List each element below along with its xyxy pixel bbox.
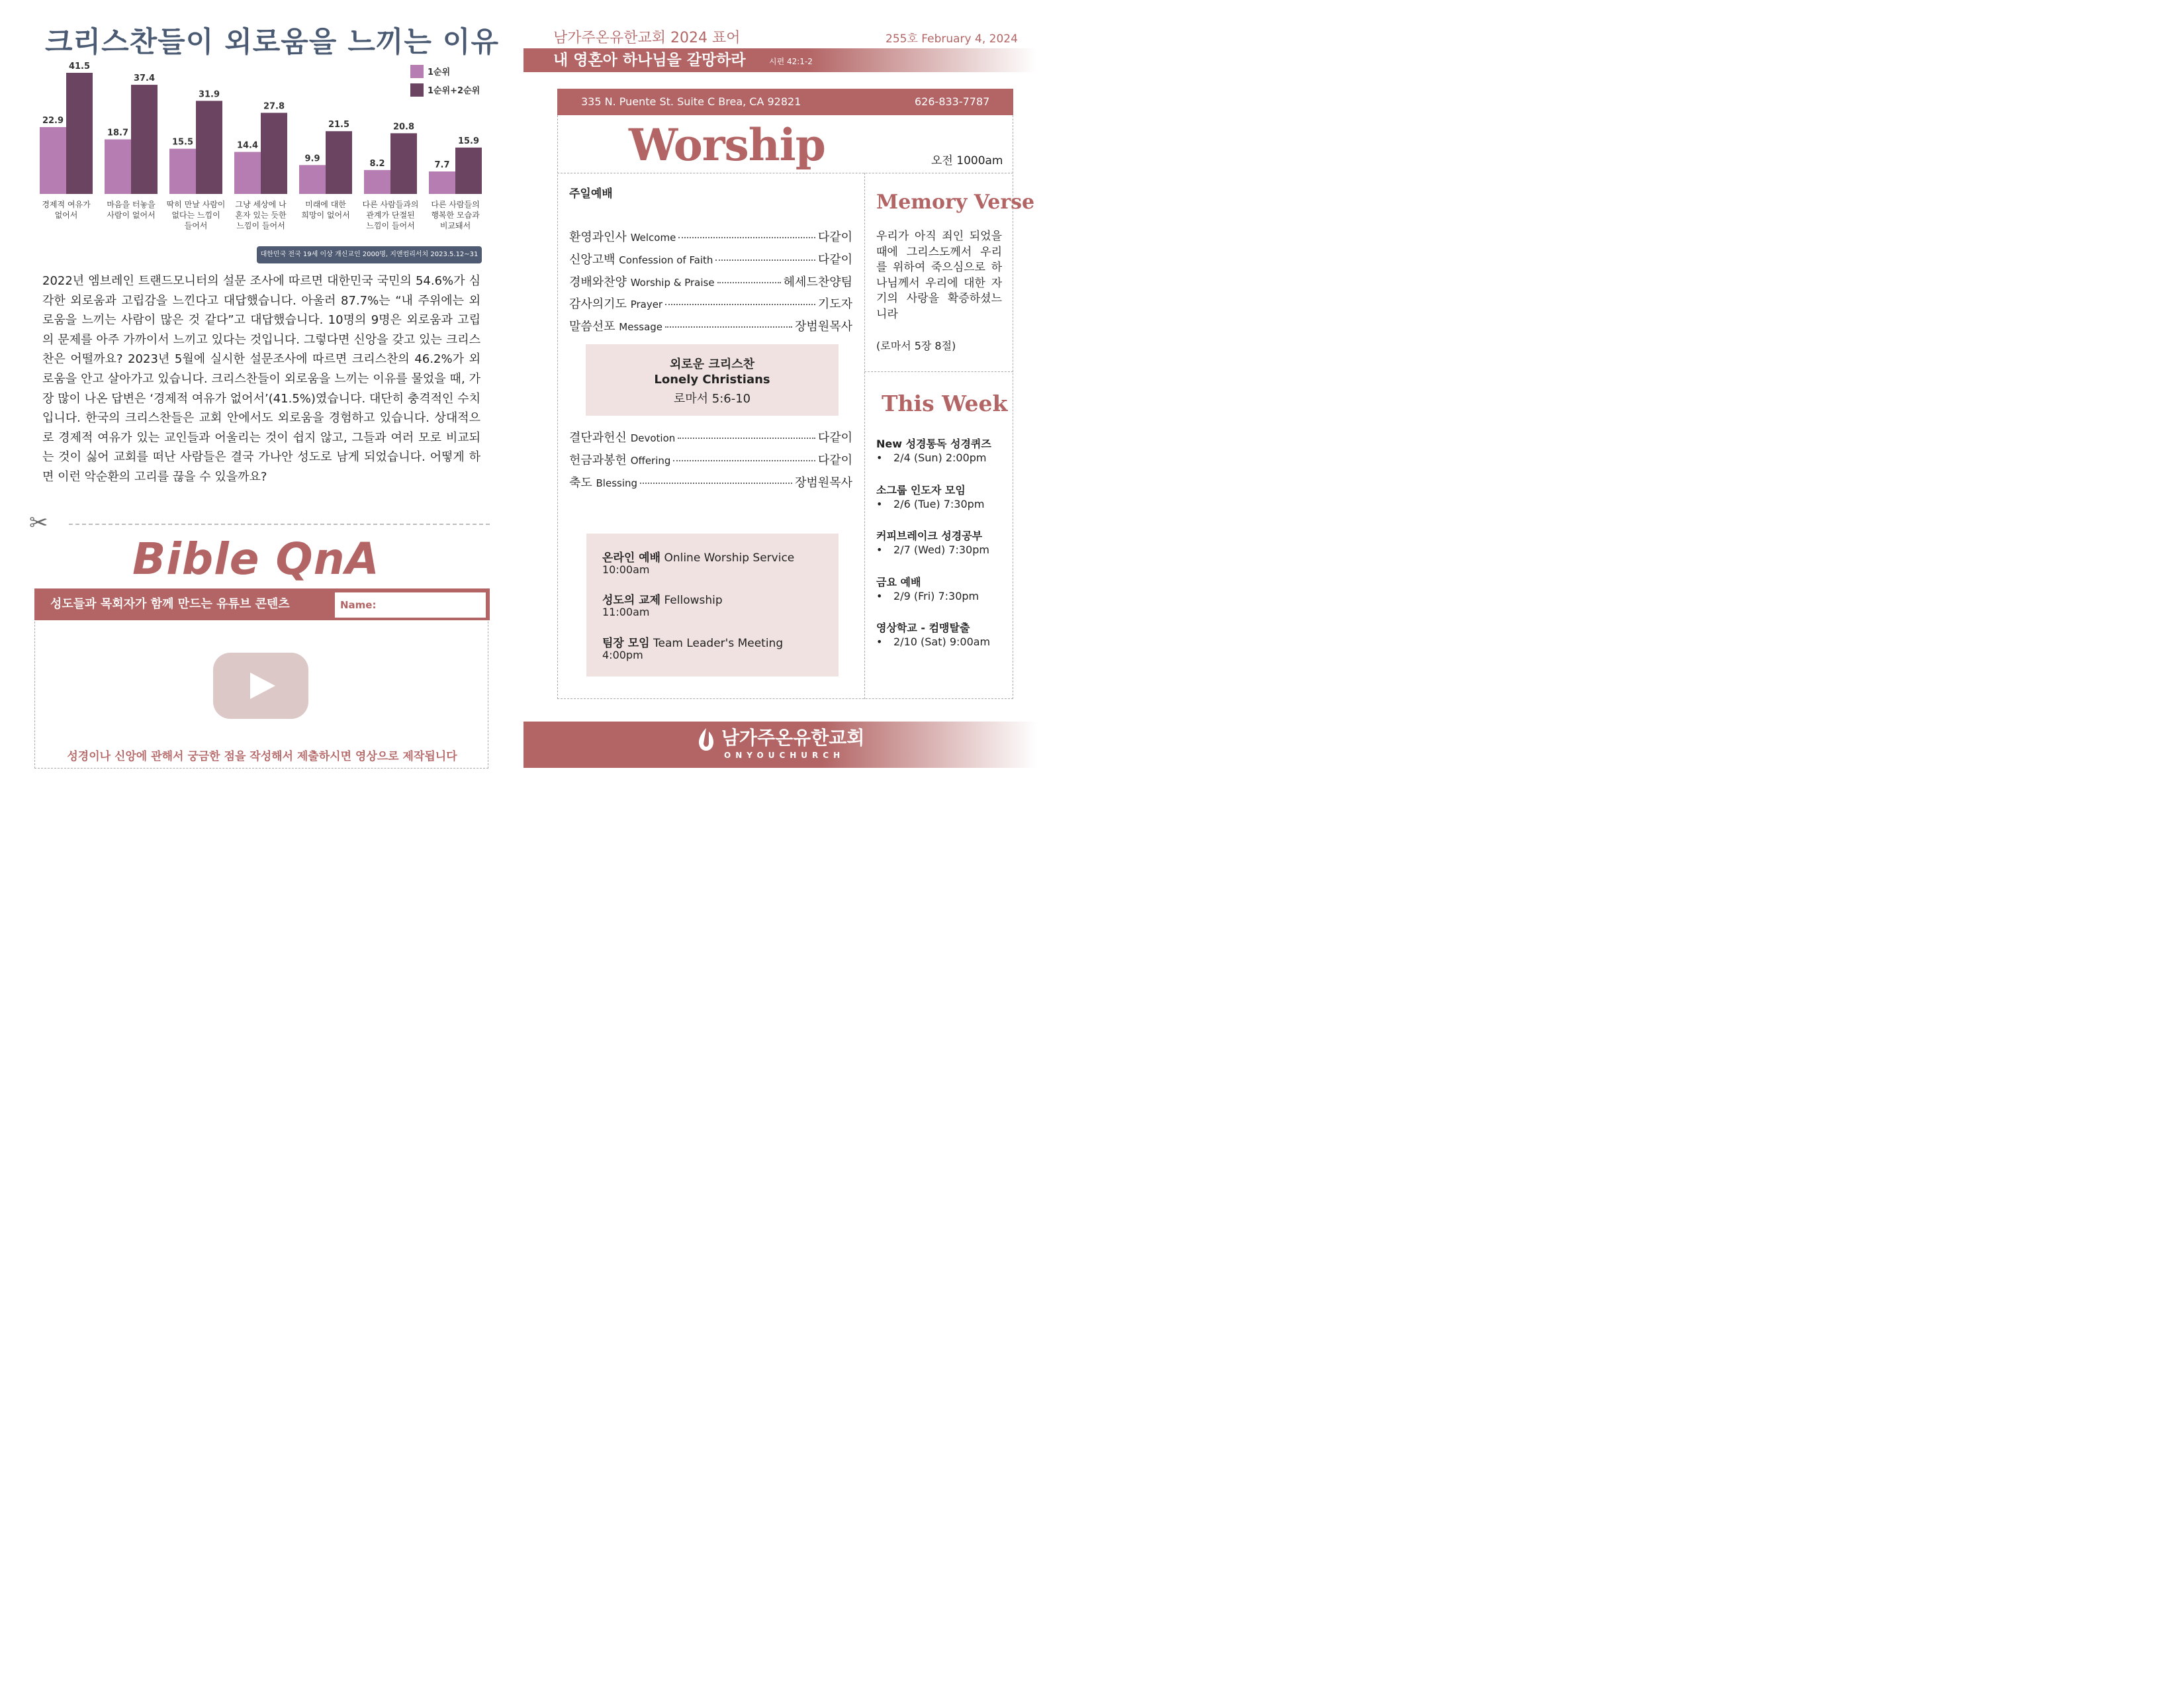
chart-category-label: 사람이 없어서 [107,211,156,220]
event-name: 커피브레이크 성경공부 [876,530,983,542]
bar-chart [33,58,490,237]
chart-value-label: 14.4 [236,140,259,151]
play-triangle [213,653,308,719]
info-time: 11:00am [602,606,650,618]
bullet: • [876,451,883,464]
church-phone: 626-833-7787 [915,95,990,108]
chart-value-label: 15.9 [457,136,480,146]
info-title [602,548,794,565]
cut-line [69,524,490,525]
order-item [569,451,852,468]
bullet: • [876,635,883,648]
order-item-ko: 경배와찬양 [569,275,627,289]
order-item-ko: 헌금과봉헌 [569,453,627,467]
event-name: 영상학교 - 컴맹탈출 [876,622,970,634]
order-item-leader: 다같이 [817,453,852,467]
chart-value-label: 7.7 [434,160,450,171]
chart-category-label: 다른 사람들과의 [362,200,419,209]
chart-value-label: 15.5 [171,137,194,148]
service-title: 주일예배 [569,187,613,201]
order-item-leader: 장범원목사 [795,476,852,490]
order-item-en: Offering [630,455,671,467]
order-item-ko: 결단과헌신 [569,431,627,445]
chart-category-label: 없어서 [54,211,78,220]
legend-label: 1순위 [428,68,451,77]
chart-category-label: 딱히 만날 사람이 [166,200,226,209]
order-item-leader: 장범원목사 [795,320,852,334]
chart-bar [169,149,196,194]
this-week-title: This Week [882,391,1008,416]
church-year-motto-label: 남가주온유한교회 2024 표어 [553,30,741,46]
event-time: • 2/10 (Sat) 9:00am [876,635,991,648]
event-name: New 성경통독 성경퀴즈 [876,438,991,450]
chart-value-label: 22.9 [42,116,64,126]
chart-value-label: 20.8 [392,122,415,132]
order-item-ko: 축도 [569,476,592,490]
chart-category-label: 비교돼서 [439,221,471,230]
chart-category-label: 느낌이 들어서 [236,221,285,230]
info-title-en: Fellowship [664,594,723,607]
sermon-reference: 로마서 5:6-10 [673,392,751,406]
info-time: 10:00am [602,563,650,576]
chart-value-label: 18.7 [107,128,129,138]
info-title [602,590,723,607]
chart-value-label: 8.2 [369,158,385,169]
church-logo-icon [696,726,716,753]
footer-church-sub: ONYOUCHURCH [724,751,845,760]
order-item-leader: 다같이 [817,431,852,445]
legend-swatch [410,65,424,78]
order-item [569,428,852,445]
event-time: • 2/9 (Fri) 7:30pm [876,590,979,602]
worship-time: 오전 1000am [931,154,1003,167]
order-item [569,273,852,290]
order-item [569,228,852,245]
order-item-en: Confession of Faith [619,254,713,266]
scissors-icon: ✂ [29,510,48,536]
info-title-en: Team Leader's Meeting [653,637,784,650]
order-item-ko: 신앙고백 [569,253,615,267]
order-item-leader: 다같이 [817,230,852,244]
chart-bar [455,148,482,194]
event-name: 소그룹 인도자 모임 [876,484,966,496]
footer-church-name: 남가주온유한교회 [721,727,865,749]
chart-bar [131,85,158,194]
issue-date: 255호 February 4, 2024 [886,32,1018,46]
sermon-title-ko: 외로운 크리스찬 [670,357,754,371]
event-time: • 2/4 (Sun) 2:00pm [876,451,987,464]
bible-qna-title: Bible QnA [132,534,380,585]
memory-verse-text: 우리가 아직 죄인 되었을 때에 그리스도께서 우리를 위하여 죽으심으로 하나님께서 우리에 대한 자기의 사랑을 확증하셨느니라 [876,230,1002,321]
bullet: • [876,498,883,510]
chart-bar [234,152,261,194]
chart-category-label: 관계가 단절된 [366,211,415,220]
chart-bar [326,131,352,194]
chart-category-label: 마음을 터놓을 [107,200,156,209]
chart-bar [261,113,287,194]
chart-category-label: 경제적 여유가 [42,200,91,209]
chart-value-label: 31.9 [198,89,220,100]
bible-qna-header-label: 성도들과 목회자가 함께 만드는 유튜브 콘텐츠 [50,597,290,611]
sermon-title-en: Lonely Christians [654,373,770,387]
divider [864,371,1013,372]
church-address: 335 N. Puente St. Suite C Brea, CA 92821 [581,95,801,108]
order-item-leader: 기도자 [817,297,852,311]
order-item-leader: 다같이 [817,253,852,267]
event-time: • 2/7 (Wed) 7:30pm [876,543,989,556]
play-icon[interactable] [213,653,308,719]
chart-title: 크리스찬들이 외로움을 느끼는 이유 [45,26,499,59]
chart-bar [364,170,390,194]
motto-text: 내 영혼아 하나님을 갈망하라 [553,52,746,69]
chart-category-label: 느낌이 들어서 [366,221,415,230]
motto-reference: 시편 42:1-2 [769,57,813,66]
info-title-ko: 팀장 모임 [602,637,650,650]
event-name: 금요 예배 [876,576,921,588]
order-item-ko: 감사의기도 [569,297,627,311]
chart-category-label: 미래에 대한 [305,200,346,209]
chart-category-label: 그냥 세상에 나 [235,200,287,209]
chart-category-label: 없다는 느낌이 [171,211,220,220]
order-item-en: Welcome [630,232,676,244]
order-item-leader: 헤세드찬양팀 [783,275,852,289]
chart-value-label: 27.8 [263,101,285,112]
order-item-ko: 말씀선포 [569,320,615,334]
memory-verse-title: Memory Verse [876,191,1035,214]
chart-category-label: 희망이 없어서 [301,211,350,220]
chart-bar [196,101,222,194]
order-item [569,295,852,312]
info-time: 4:00pm [602,649,643,661]
legend-swatch [410,83,424,97]
order-item-en: Prayer [630,299,663,310]
info-title [602,633,783,650]
info-title-en: Online Worship Service [664,551,795,565]
divider [864,173,865,699]
chart-value-label: 37.4 [133,73,156,84]
chart-category-label: 혼자 있는 듯한 [235,211,287,220]
chart-bar [105,140,131,194]
article-text: 2022년 엠브레인 트랜드모니터의 설문 조사에 따르면 대한민국 국민의 54.6%가 심각한 외로움과 고립감을 느낀다고 대답했습니다. 아울러 87.7%는 “내 주위에는 외로움을 느끼는 사람이 많은 것 같다”고 대답했습니다. 10명의 9명은 외로움과 고립의 문제를 아주 가까이서 느끼고 있다는 것입니다. 그렇다면 신앙을 갖고 있는 크리스찬은 어떨까요? 2023년 5월에 실시한 설문조사에 따르면 크리스찬의 46.2%가 외로움을 안고 살아가고 있습니다. 크리스찬들이 외로움을 느끼는 이유를 물었을 때, 가장 많이 나온 답변은 ‘경제적 여유가 없어서’(41.5%)였습니다. 대단히 충격적인 수치입니다. 한국의 크리스찬들은 교회 안에서도 외로움을 경험하고 있습니다. 상대적으로 경제적 여유가 있는 교인들과 어울리는 것이 쉽지 않고, 그들과 여러 모로 비교되는 것이 싫어 교회를 떠난 사람들은 결국 가나안 성도로 남게 되었습니다. 어떻게 하면 이런 악순환의 고리를 끊을 수 있을까요? [42,274,480,484]
chart-category-label: 다른 사람들의 [431,200,480,209]
chart-value-label: 41.5 [68,62,91,71]
memory-verse-reference: (로마서 5장 8절) [876,340,956,352]
bible-qna-note: 성경이나 신앙에 관해서 궁금한 점을 작성해서 제출하시면 영상으로 제작됩니다 [67,750,457,763]
info-title-ko: 성도의 교제 [602,594,661,607]
chart-bar [299,165,326,194]
order-item-en: Blessing [596,477,638,489]
chart-bar [40,127,66,194]
chart-source-badge: 대한민국 전국 19세 이상 개신교인 2000명, 지앤컴리서치 2023.5.12~31 [257,246,482,263]
bullet: • [876,543,883,556]
order-item-en: Message [619,321,663,333]
chart-bar [429,171,455,194]
order-item-en: Worship & Praise [630,277,715,289]
order-item-ko: 환영과인사 [569,230,627,244]
chart-bar [390,133,417,194]
chart-category-label: 들어서 [184,221,208,230]
order-item [569,473,852,491]
name-field-label: Name: [340,599,377,611]
worship-title: Worship [629,119,825,171]
chart-value-label: 9.9 [304,154,320,164]
legend-label: 1순위+2순위 [428,86,480,96]
bullet: • [876,590,883,602]
info-title-ko: 온라인 예배 [602,551,661,565]
order-item-en: Devotion [630,432,676,444]
order-item [569,250,852,267]
order-item [569,317,852,334]
chart-category-label: 행복한 모습과 [431,211,480,220]
chart-value-label: 21.5 [328,120,350,130]
chart-bar [66,73,93,194]
event-time: • 2/6 (Tue) 7:30pm [876,498,985,510]
